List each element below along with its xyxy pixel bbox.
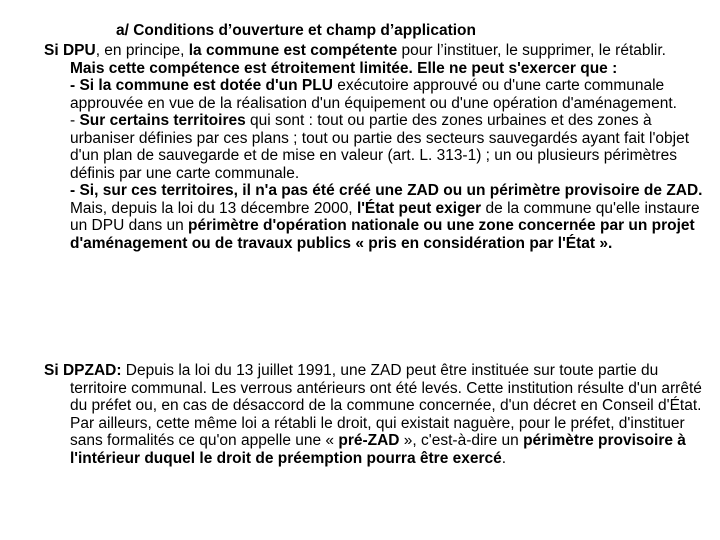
condition-2-bold: Sur certains territoires <box>79 112 246 129</box>
condition-2-dash: - <box>70 112 80 129</box>
dpzad-intro <box>44 362 704 415</box>
mais-text-1: Mais, depuis la loi du 13 décembre 2000, <box>70 199 357 217</box>
dpu-condition-3: - Si, sur ces territoires, il n'a pas été créé une ZAD ou un périmètre provisoire de ZAD. <box>70 182 703 199</box>
dpu-intro-text-1: , en principe, <box>95 42 189 59</box>
dpu-lead: Si DPU <box>44 42 96 59</box>
dpzad-intro-text: Depuis la loi du 13 juillet 1991, une ZAD peut être instituée sur toute partie du territoire communal. Les verrous antérieurs ont été levés. Cette institution résulte d'un arrêté du préfet ou, en cas de désaccord de la commune concernée, d'un décret en Conseil d'État. <box>70 362 702 414</box>
dpzad-p2-bold-1: pré-ZAD <box>338 432 400 449</box>
dpu-section <box>44 42 704 252</box>
mais-bold-2: périmètre d'opération nationale ou une zone concernée par un projet d'aménagement ou de travaux publics « pris en considération par l'État ». <box>70 217 695 252</box>
dpzad-p2-text-1: Par ailleurs, cette même loi a rétabli le droit, qui existait naguère, pour le préfet, d'instituer sans formalités ce qu'on appelle une « <box>70 414 685 449</box>
dpzad-section <box>44 362 704 467</box>
dpu-mais-paragraph <box>70 200 704 253</box>
condition-1-bold: - Si la commune est dotée d'un PLU <box>70 77 333 94</box>
mais-text-2: de la commune qu'elle instaure un DPU dans un <box>70 199 700 234</box>
dpzad-p2-bold-2: périmètre provisoire à l'intérieur duquel le droit de préemption pourra être exercé <box>70 432 686 467</box>
dpu-condition-1 <box>70 77 704 112</box>
dpzad-p2-text-2: », c'est-à-dire un <box>399 432 524 449</box>
condition-1-text: exécutoire approuvé ou d'une carte communale approuvée en vue de la réalisation d'un équipement ou d'une opération d'aménagement. <box>70 77 677 112</box>
dpu-intro-text-2: pour l’instituer, le supprimer, le rétablir. <box>397 42 666 59</box>
dpzad-paragraph-2 <box>70 415 704 468</box>
dpu-intro-bold-2: Mais cette compétence est étroitement limitée. Elle ne peut s'exercer que : <box>70 59 618 77</box>
mais-bold-1: l'État peut exiger <box>356 199 482 217</box>
section-title: a/ Conditions d’ouverture et champ d’application <box>116 22 476 39</box>
dpu-intro <box>44 42 704 77</box>
dpu-condition-2 <box>70 112 704 182</box>
dpu-intro-bold-1: la commune est compétente <box>188 42 398 59</box>
dpzad-lead: Si DPZAD: <box>44 362 122 379</box>
condition-2-text: qui sont : tout ou partie des zones urbaines et des zones à urbaniser définies par ces plans ; tout ou partie des secteurs sauvegardés ayant fait l'objet d'un plan de sauvegarde et de mise en valeur (art. L. 313-1) ; un ou plusieurs périmètres définis par une carte communale. <box>70 112 690 182</box>
dpzad-p2-text-3: . <box>501 449 507 467</box>
